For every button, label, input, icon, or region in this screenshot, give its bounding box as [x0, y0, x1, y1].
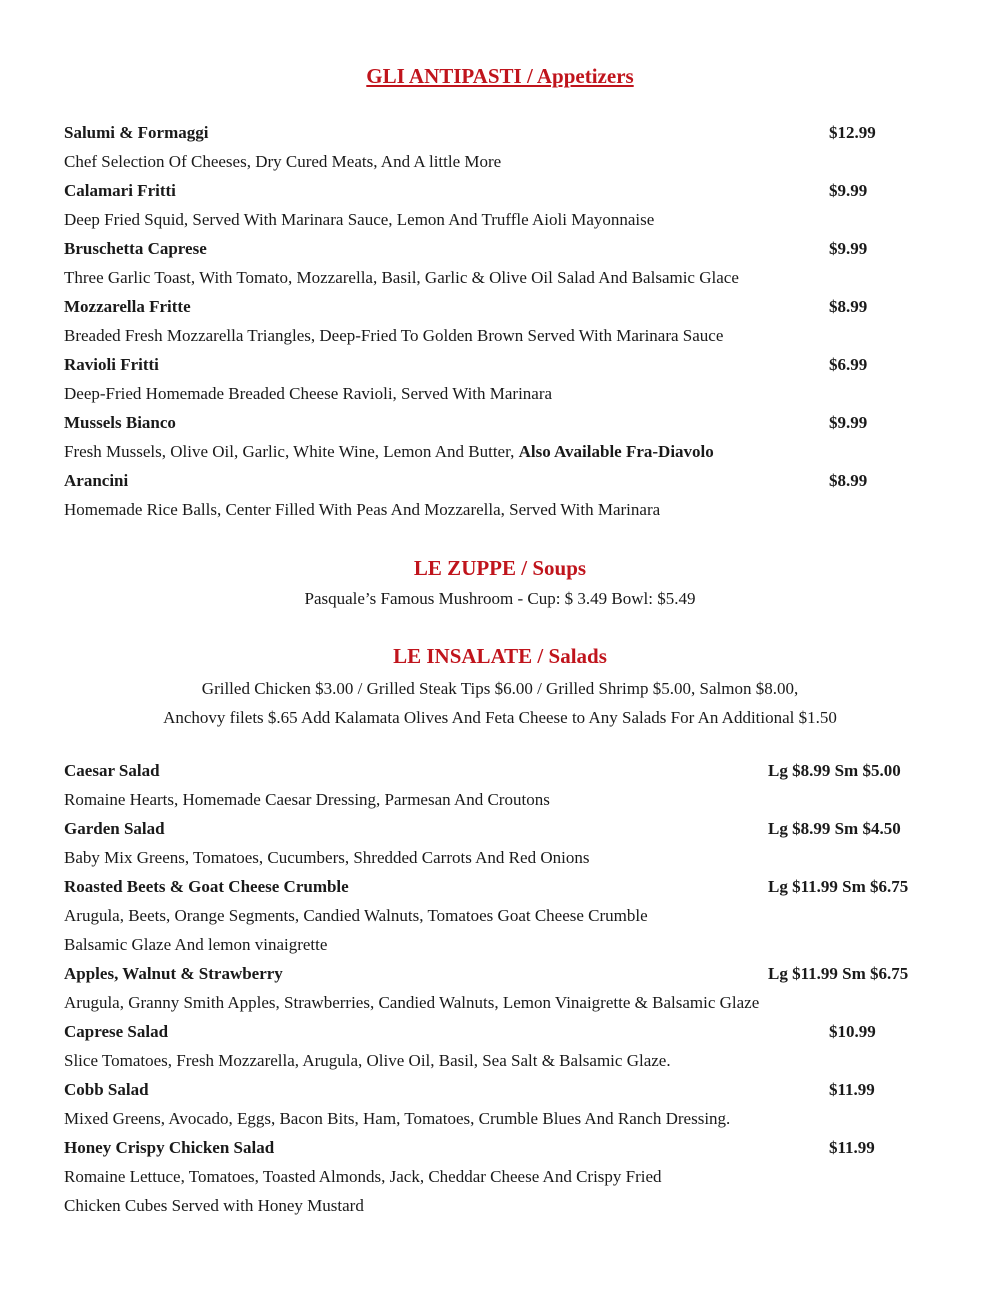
menu-item-row [0, 118, 1000, 147]
item-price: Lg $11.99 Sm $6.75 [768, 964, 909, 983]
item-name: Bruschetta Caprese [64, 239, 207, 258]
menu-item-row [0, 234, 1000, 263]
salads-addons-line-1: Grilled Chicken $3.00 / Grilled Steak Tips $6.00 / Grilled Shrimp $5.00, Salmon $8.00, [201, 679, 799, 698]
item-description: Chicken Cubes Served with Honey Mustard [64, 1196, 364, 1215]
item-description: Chef Selection Of Cheeses, Dry Cured Meats, And A little More [64, 152, 502, 171]
item-name: Garden Salad [64, 819, 165, 838]
item-price: Lg $8.99 Sm $5.00 [768, 761, 901, 780]
appetizers-title: GLI ANTIPASTI / Appetizers [366, 64, 634, 88]
menu-item-row [0, 292, 1000, 321]
item-description: Romaine Lettuce, Tomatoes, Toasted Almonds, Jack, Cheddar Cheese And Crispy Fried [64, 1167, 662, 1186]
soups-title: LE ZUPPE / Soups [413, 556, 587, 580]
item-name: Salumi & Formaggi [64, 123, 209, 142]
item-name: Calamari Fritti [64, 181, 176, 200]
item-price: Lg $8.99 Sm $4.50 [768, 819, 901, 838]
item-price: $8.99 [829, 471, 868, 490]
menu-item-row [0, 814, 1000, 843]
item-description: Breaded Fresh Mozzarella Triangles, Deep-Fried To Golden Brown Served With Marinara Sauce [64, 326, 724, 345]
item-price: $8.99 [829, 297, 868, 316]
item-name: Arancini [64, 471, 129, 490]
item-price: $11.99 [829, 1138, 875, 1157]
item-price: $11.99 [829, 1080, 875, 1099]
item-description: Baby Mix Greens, Tomatoes, Cucumbers, Shredded Carrots And Red Onions [64, 848, 590, 867]
item-description: Romaine Hearts, Homemade Caesar Dressing, Parmesan And Croutons [64, 790, 550, 809]
item-name: Caprese Salad [64, 1022, 169, 1041]
item-price: $9.99 [829, 239, 868, 258]
salads-title: LE INSALATE / Salads [393, 644, 607, 668]
item-description-note: Also Available Fra-Diavolo [518, 442, 714, 461]
item-description-text: Fresh Mussels, Olive Oil, Garlic, White Wine, Lemon And Butter, [64, 442, 519, 461]
item-name: Roasted Beets & Goat Cheese Crumble [64, 877, 349, 896]
item-description [0, 437, 1000, 466]
menu-item-row [0, 1017, 1000, 1046]
item-price: $9.99 [829, 181, 868, 200]
menu-item-row [0, 408, 1000, 437]
item-description: Three Garlic Toast, With Tomato, Mozzarella, Basil, Garlic & Olive Oil Salad And Balsamic Glace [64, 268, 739, 287]
appetizers-list [0, 118, 1000, 524]
menu-item-row [0, 872, 1000, 901]
menu-item-row [0, 959, 1000, 988]
item-name: Caesar Salad [64, 761, 160, 780]
salads-list [0, 756, 1000, 1220]
menu-item-row [0, 466, 1000, 495]
item-price: $10.99 [829, 1022, 876, 1041]
item-description: Arugula, Beets, Orange Segments, Candied Walnuts, Tomatoes Goat Cheese Crumble [64, 906, 648, 925]
item-description: Mixed Greens, Avocado, Eggs, Bacon Bits, Ham, Tomatoes, Crumble Blues And Ranch Dressing. [64, 1109, 731, 1128]
item-price: Lg $11.99 Sm $6.75 [768, 877, 909, 896]
item-name: Apples, Walnut & Strawberry [64, 964, 283, 983]
item-description: Homemade Rice Balls, Center Filled With Peas And Mozzarella, Served With Marinara [64, 500, 661, 519]
menu-item-row [0, 756, 1000, 785]
item-name: Mozzarella Fritte [64, 297, 191, 316]
item-name: Mussels Bianco [64, 413, 176, 432]
appetizers-section [0, 62, 1000, 90]
item-description: Balsamic Glaze And lemon vinaigrette [64, 935, 328, 954]
salads-addons-line-2: Anchovy filets $.65 Add Kalamata Olives And Feta Cheese to Any Salads For An Additional $1.50 [163, 708, 837, 727]
soups-line: Pasquale’s Famous Mushroom - Cup: $ 3.49 Bowl: $5.49 [304, 589, 696, 608]
item-name: Cobb Salad [64, 1080, 149, 1099]
item-price: $12.99 [829, 123, 876, 142]
menu-item-row [0, 1075, 1000, 1104]
item-description: Arugula, Granny Smith Apples, Strawberries, Candied Walnuts, Lemon Vinaigrette & Balsamic Glaze [64, 993, 760, 1012]
item-name: Ravioli Fritti [64, 355, 159, 374]
item-price: $9.99 [829, 413, 868, 432]
item-description: Deep-Fried Homemade Breaded Cheese Ravioli, Served With Marinara [64, 384, 553, 403]
item-price: $6.99 [829, 355, 868, 374]
item-name: Honey Crispy Chicken Salad [64, 1138, 275, 1157]
menu-item-row [0, 1133, 1000, 1162]
item-description: Slice Tomatoes, Fresh Mozzarella, Arugula, Olive Oil, Basil, Sea Salt & Balsamic Glaze. [64, 1051, 671, 1070]
menu-item-row [0, 350, 1000, 379]
item-description: Deep Fried Squid, Served With Marinara Sauce, Lemon And Truffle Aioli Mayonnaise [64, 210, 655, 229]
salads-section [0, 642, 1000, 732]
menu-item-row [0, 176, 1000, 205]
soups-section [0, 554, 1000, 613]
